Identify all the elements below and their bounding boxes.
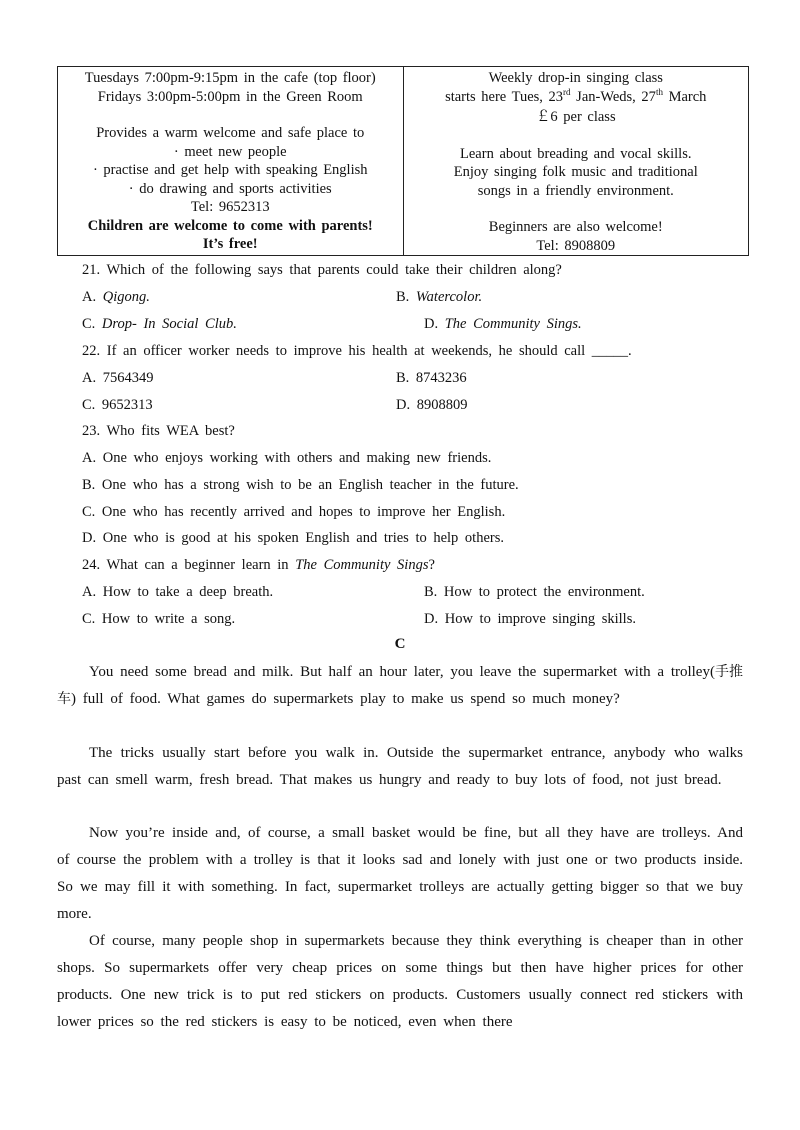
ad-left-note: Children are welcome to come with parents! [87,217,373,234]
passage-paragraph-1: You need some bread and milk. But half an hour later, you leave the supermarket with a trolley(手推车) full of food. What games do supermarkets play to make us spend so much money? [57,664,743,707]
question-21-stem: 21. Which of the following says that parents could take their children along? [82,262,562,278]
question-22-option-a: A. 7564349 [82,370,154,386]
ad-left-free: It’s free! [202,236,258,252]
question-24-stem: 24. What can a beginner learn in The Community Sings? [82,557,435,573]
question-22-option-d: D. 8908809 [396,397,468,413]
ad-cell-community-sings [403,67,749,255]
ad-table [57,66,749,256]
ad-right-line: songs in a friendly environment. [477,182,674,199]
ad-left-line: Fridays 3:00pm-5:00pm in the Green Room [97,88,363,105]
ad-left-line: Tuesdays 7:00pm-9:15pm in the cafe (top floor) [84,70,376,86]
question-24-option-a: A. How to take a deep breath. [82,584,274,600]
ad-right-line: Weekly drop-in singing class [488,70,663,86]
ad-left-line: · practise and get help with speaking English [92,162,368,178]
passage-paragraph-2: The tricks usually start before you walk in. Outside the supermarket entrance, anybody who walks past can smell warm, fresh bread. That makes us hungry and ready to buy lots of food, not just bread. [57,745,743,788]
question-23-option-a: A. One who enjoys working with others and making new friends. [82,450,492,466]
ad-left-line: Provides a warm welcome and safe place to [96,125,365,141]
question-23-option-b: B. One who has a strong wish to be an English teacher in the future. [82,477,519,493]
question-24-option-b: B. How to protect the environment. [424,584,645,600]
ad-left-line: · meet new people [173,143,287,160]
ad-left-line: · do drawing and sports activities [128,180,332,197]
ad-right-dates: starts here Tues, 23rd Jan-Weds, 27th March [445,86,707,105]
question-24-option-c: C. How to write a song. [82,611,236,627]
question-23-stem: 23. Who fits WEA best? [82,423,235,439]
question-24-option-d: D. How to improve singing skills. [424,611,636,627]
question-21-option-a: A. Qigong. [82,289,150,305]
section-c-title: C [394,636,406,652]
question-21-option-c: C. Drop- In Social Club. [82,316,237,332]
ad-right-line: Learn about breading and vocal skills. [460,145,692,162]
ad-right-line: Beginners are also welcome! [488,219,663,235]
ad-left-phone: Tel: 9652313 [190,199,270,215]
ad-cell-social-club [58,67,403,255]
question-21-option-d: D. The Community Sings. [424,316,582,332]
question-23-option-d: D. One who is good at his spoken English and tries to help others. [82,530,504,546]
ad-right-line: Enjoy singing folk music and traditional [453,164,698,180]
ad-right-price: ￡6 per class [535,109,616,125]
ad-right-phone: Tel: 8908809 [536,237,616,254]
question-23-option-c: C. One who has recently arrived and hopes to improve her English. [82,504,506,520]
question-22-option-c: C. 9652313 [82,397,153,413]
question-21-option-b: B. Watercolor. [396,289,483,305]
question-22-option-b: B. 8743236 [396,370,467,386]
passage-paragraph-4: Of course, many people shop in supermarkets because they think everything is cheaper than in other shops. So supermarkets offer very cheap prices on some things but then have higher prices for other products. One new trick is to put red stickers on products. Customers usually connect red stickers with lower prices so the red stickers is easy to be noticed, even when there [57,933,743,1030]
question-22-stem: 22. If an officer worker needs to improve his health at weekends, he should call _____. [82,343,632,359]
passage-paragraph-3: Now you’re inside and, of course, a small basket would be fine, but all they have are trolleys. And of course the problem with a trolley is that it looks sad and lonely with just one or two products inside. So we may fill it with something. In fact, supermarket trolleys are actually getting bigger so that we buy more. [57,825,743,922]
